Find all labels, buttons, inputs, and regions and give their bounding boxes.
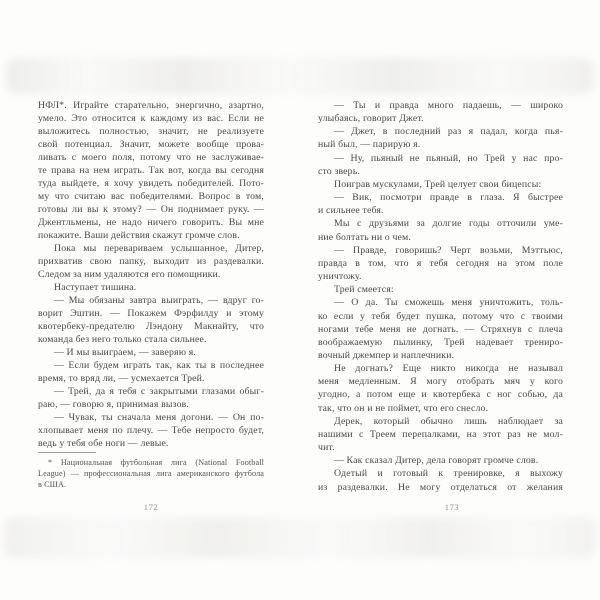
left-page-text <box>38 99 264 450</box>
text-line: правда в том, что я тебя сегодня на этом поле <box>318 257 563 269</box>
text-line: Наступает тишина. <box>54 282 137 293</box>
text-line: — Если будем играть так, как ты в последнее <box>54 360 264 371</box>
text-line: команда без него только стала сильнее. <box>38 334 207 345</box>
text-line: — Трей, да я тебя с закрытыми глазами обыг- <box>54 386 264 397</box>
text-line: туда выйдете, я хочу увидеть победителей. Пото- <box>38 178 264 189</box>
text-line: из раздевалки. Не могу отделаться от желания <box>318 481 563 493</box>
text-line: — Джет, в последний раз я падал, когда пья- <box>334 126 563 138</box>
text-line: Не догнать? Еще никто никогда не называл <box>334 363 563 375</box>
footnote <box>38 452 264 491</box>
text-line: — Чувак, ты сначала меня догони. — Он по- <box>54 412 264 423</box>
text-line: те права на нем играть. Так вот, когда вы сегодня <box>38 165 264 176</box>
footnote-line: * Национальная футбольная лига (National Football <box>48 458 264 467</box>
footnote-line: в США. <box>38 479 67 489</box>
text-line: Мы с друзьями за долгие годы отточили уме- <box>334 218 563 230</box>
text-line: Одетый и готовый к тренировке, я выхожу <box>334 468 563 480</box>
text-line: нашими с Треем перепалками, на этот раз не мол- <box>318 428 563 440</box>
text-line: ворит Эштин. — Покажем Фэрфилду и этому <box>38 308 264 319</box>
text-line: умело. Это относится к каждому из вас. Если не <box>38 113 264 124</box>
text-line: Следом за ним удаляются его помощники. <box>38 269 221 280</box>
text-line: — Ты и правда много падаешь, — широко <box>334 100 563 111</box>
right-page-text <box>318 99 563 494</box>
text-line: выложитесь полностью, значит, не реализуете <box>38 126 264 137</box>
text-line: — Как сказал Дитер, дела говорят громче слов. <box>334 455 539 467</box>
text-line: Дерек, который обычно лишь наблюдает за <box>334 415 563 427</box>
text-line: — Ну, пьяный не пьяный, но Трей у нас про- <box>334 152 563 164</box>
text-line: время, то вряд ли, — усмехается Трей. <box>38 373 205 384</box>
text-line: и сильнее тебя. <box>318 205 384 217</box>
text-line: угодно, а потом еще и квотербека с ног собью, да <box>318 389 563 401</box>
book-bottom-page-edges <box>4 518 596 558</box>
text-line: му что считаю вас победителями. Вопрос в том, <box>38 191 264 202</box>
text-line: прихватив свою папку, выходит из раздевалки. <box>38 256 264 267</box>
text-line: ведь у тебя обе ноги — левые. <box>38 438 169 449</box>
text-line: Джентльмены, не надо ничего говорить. Вы мне <box>38 217 264 228</box>
text-line: хлопывает меня по плечу. — Тебе непросто будет, <box>38 425 264 436</box>
text-line: — Мы обязаны завтра выиграть, — вдруг го- <box>54 295 264 306</box>
text-line: вочный джемпер и наплечники. <box>318 349 455 361</box>
text-line: Пока мы перевариваем услышанное, Дитер, <box>54 243 264 254</box>
text-line: — О да. Ты сможешь меня уничтожить, толь- <box>334 297 563 309</box>
text-line: готовы ли вы к этому? — Он поднимает руку. — <box>38 204 264 215</box>
text-line: уничтожу. <box>318 271 362 283</box>
text-line: так, что он и не поймет, что его снесло. <box>318 402 489 414</box>
text-line: ливать с моего поля, потому что не заслуживае- <box>38 152 264 163</box>
right-page-number: 173 <box>444 502 460 512</box>
text-line: улыбаясь, говорит Джет. <box>318 113 424 125</box>
text-line: — И мы выиграем, — заверяю я. <box>54 347 197 358</box>
footnote-divider <box>38 452 96 453</box>
text-line: квотербеку-предателю Лэндону Макнайту, что <box>38 321 264 332</box>
text-line: — Вик, посмотри правде в глаза. Я быстрее <box>334 192 563 204</box>
text-line: ногами тебе меня не догнать. — Стряхнув с плеча <box>318 323 563 335</box>
text-line: чит. <box>318 442 335 454</box>
text-line: покажите. Ваши действия скажут громче слов. <box>38 230 240 241</box>
text-line: ко если у тебя будет пушка, потому что с твоими <box>318 310 563 322</box>
text-line: сто зверь. <box>318 165 360 177</box>
text-line: НФЛ*. Играйте старательно, энергично, азартно, <box>38 100 264 111</box>
text-line: — Правде, говоришь? Черт возьми, Мэттьюс, <box>334 244 563 256</box>
book-top-page-edges <box>6 58 594 94</box>
text-line: раю, — говорю я, принимая вызов. <box>38 399 190 410</box>
text-line: меня медленным. Я могу отобрать мяч у кого <box>318 376 563 388</box>
text-line: Трей смеется: <box>334 284 394 296</box>
text-line: ние болтать ни о чем. <box>318 231 411 243</box>
text-line: Поиграв мускулами, Трей целует свои бицепсы: <box>334 178 542 190</box>
footnote-text <box>38 458 264 491</box>
text-line: воображаемую пылинку, Трей надевает трениро- <box>318 336 563 348</box>
footnote-line: League) — профессиональная лига американского футбола <box>38 468 264 478</box>
left-page-number: 172 <box>143 502 159 512</box>
text-line: свой потенциал. Значит, можете вообще прова- <box>38 139 264 150</box>
text-line: ный был, — парирую я. <box>318 139 421 151</box>
